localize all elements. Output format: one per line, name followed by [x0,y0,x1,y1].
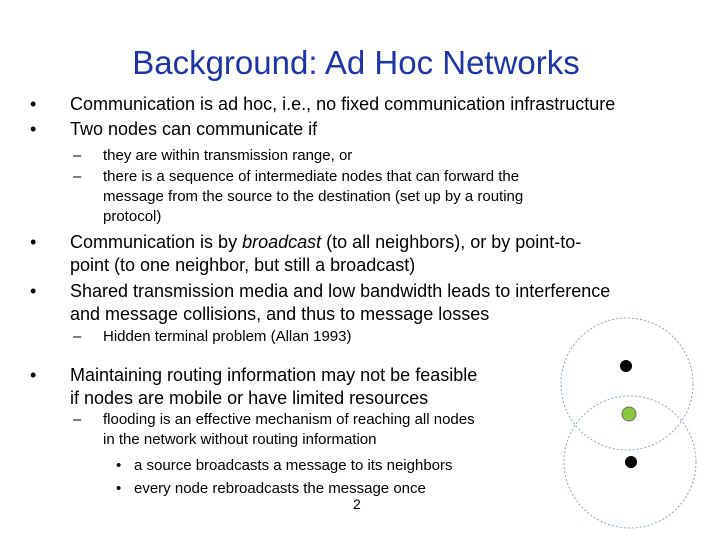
bullet-text-line2: and message collisions, and thus to message losses [70,304,490,324]
sub-bullet-text: they are within transmission range, or [103,147,353,164]
bullet-text: Communication is ad hoc, i.e., no fixed communication infrastructure [70,94,616,114]
dash-marker: – [73,168,82,185]
bullet-marker: • [30,281,37,301]
sub-sub-bullet-text: every node rebroadcasts the message once [134,480,426,497]
node-bottom [625,456,637,468]
range-circle-top [561,318,693,450]
sub-bullet-text-line2: in the network without routing information [103,431,377,448]
dash-marker: – [73,411,82,428]
bullet-marker: • [30,119,37,139]
sub-bullet-text-line1: flooding is an effective mechanism of reaching all nodes [103,411,475,428]
bullet-marker: • [30,232,37,252]
bullet-text-line2: if nodes are mobile or have limited resources [70,388,429,408]
dash-marker: – [73,147,82,164]
bullet-text-post: (to all neighbors), or by point-to- [321,232,582,252]
page-number: 2 [353,496,361,512]
bullet-text-line1: Shared transmission media and low bandwidth leads to interference [70,281,611,301]
sub-bullet-text: Hidden terminal problem (Allan 1993) [103,328,352,345]
sub-bullet-text-line1: there is a sequence of intermediate nodes that can forward the [103,168,520,185]
bullet-marker: • [116,480,122,497]
node-top [620,360,632,372]
bullet-text-line1: Maintaining routing information may not be feasible [70,365,478,385]
dash-marker: – [73,328,82,345]
bullet-marker: • [30,94,37,114]
sub-bullet-text-line3: protocol) [103,208,162,225]
bullet-text-line2: point (to one neighbor, but still a broadcast) [70,255,416,275]
bullet-marker: • [30,365,37,385]
bullet-text-pre: Communication is by [70,232,243,252]
slide-title: Background: Ad Hoc Networks [132,44,580,81]
sub-sub-bullet-text: a source broadcasts a message to its neighbors [134,457,453,474]
sub-bullet-text-line2: message from the source to the destination (set up by a routing [103,188,524,205]
bullet-text: Two nodes can communicate if [70,119,318,139]
bullet-marker: • [116,457,122,474]
bullet-text-emphasis: broadcast [242,232,322,252]
node-middle [622,407,636,421]
